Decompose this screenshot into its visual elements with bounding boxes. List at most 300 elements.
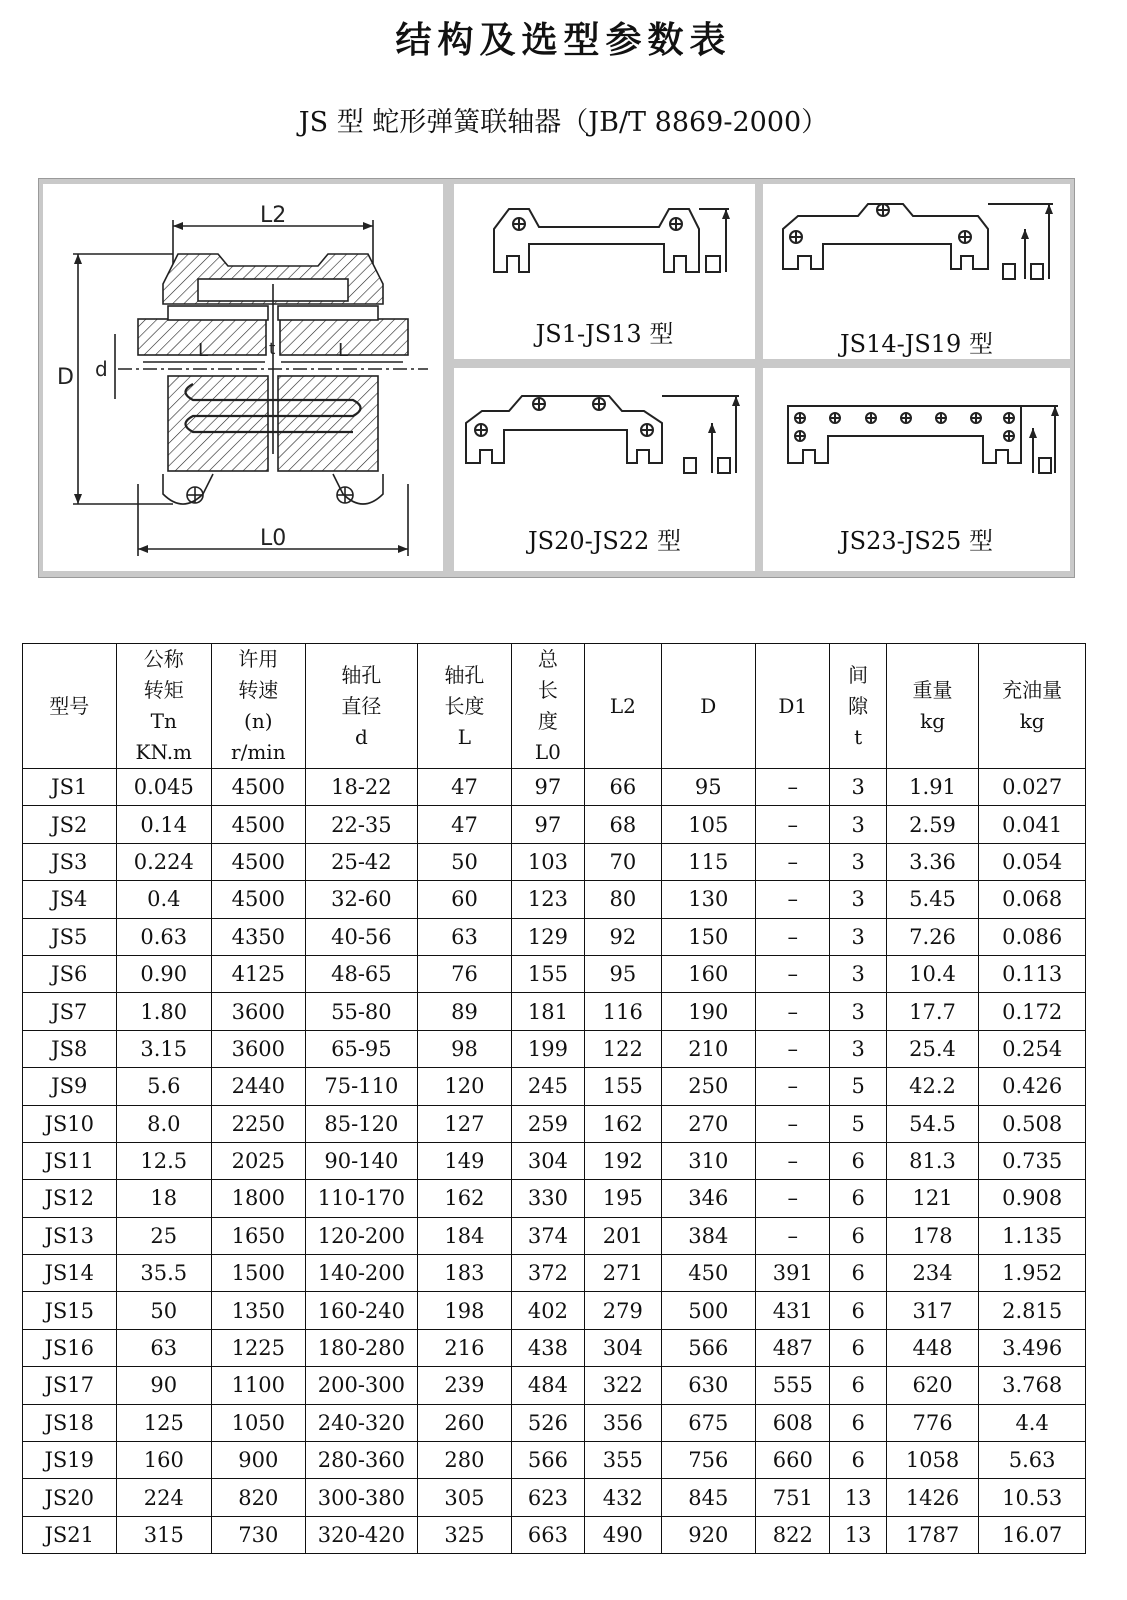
table-cell: 13 xyxy=(830,1516,886,1553)
table-cell: 391 xyxy=(756,1255,830,1292)
table-cell: 2025 xyxy=(212,1142,306,1179)
table-cell: – xyxy=(756,1217,830,1254)
table-cell: 65-95 xyxy=(305,1030,418,1067)
coupling-section-svg xyxy=(43,184,443,571)
table-cell: – xyxy=(756,1105,830,1142)
table-cell: 60 xyxy=(418,881,512,918)
table-cell: 6 xyxy=(830,1180,886,1217)
table-cell: 63 xyxy=(418,918,512,955)
table-cell: 127 xyxy=(418,1105,512,1142)
table-cell: 47 xyxy=(418,769,512,806)
table-cell: 50 xyxy=(418,843,512,880)
table-cell: 160 xyxy=(116,1442,212,1479)
table-cell: 325 xyxy=(418,1516,512,1553)
table-cell: 80 xyxy=(585,881,661,918)
table-row xyxy=(23,1404,1086,1441)
column-header-line: 转速 xyxy=(238,678,279,702)
table-cell: 5 xyxy=(830,1068,886,1105)
table-cell: – xyxy=(756,955,830,992)
table-cell: 402 xyxy=(511,1292,584,1329)
table-cell: – xyxy=(756,769,830,806)
table-cell: 75-110 xyxy=(305,1068,418,1105)
table-cell: 270 xyxy=(661,1105,756,1142)
table-cell: 0.426 xyxy=(979,1068,1086,1105)
panel-label-js20-js22: JS20-JS22 型 xyxy=(528,527,681,555)
table-cell: 1.91 xyxy=(886,769,979,806)
table-cell: 224 xyxy=(116,1479,212,1516)
table-cell: 0.254 xyxy=(979,1030,1086,1067)
table-cell: – xyxy=(756,1142,830,1179)
table-cell: 3 xyxy=(830,806,886,843)
column-header-line: KN.m xyxy=(135,740,193,764)
table-cell: 66 xyxy=(585,769,661,806)
column-header xyxy=(116,644,212,769)
table-cell: 0.735 xyxy=(979,1142,1086,1179)
table-cell: 120-200 xyxy=(305,1217,418,1254)
panel-label-js1-js13: JS1-JS13 型 xyxy=(535,320,674,348)
column-header-line: r/min xyxy=(231,740,286,764)
model-cell: JS2 xyxy=(23,806,117,843)
selection-parameter-table xyxy=(22,643,1086,1554)
table-cell: 17.7 xyxy=(886,993,979,1030)
table-cell: 6 xyxy=(830,1255,886,1292)
table-cell: 129 xyxy=(511,918,584,955)
table-cell: 0.508 xyxy=(979,1105,1086,1142)
model-cell: JS14 xyxy=(23,1255,117,1292)
table-cell: 216 xyxy=(418,1329,512,1366)
table-cell: 5.45 xyxy=(886,881,979,918)
model-cell: JS18 xyxy=(23,1404,117,1441)
column-header xyxy=(23,644,117,769)
column-header-line: L2 xyxy=(609,693,636,718)
table-cell: 199 xyxy=(511,1030,584,1067)
table-cell: 200-300 xyxy=(305,1367,418,1404)
table-cell: 5.6 xyxy=(116,1068,212,1105)
column-header xyxy=(979,644,1086,769)
table-cell: 234 xyxy=(886,1255,979,1292)
table-cell: – xyxy=(756,918,830,955)
table-cell: 330 xyxy=(511,1180,584,1217)
column-header xyxy=(511,644,584,769)
table-cell: 160 xyxy=(661,955,756,992)
table-cell: 623 xyxy=(511,1479,584,1516)
model-cell: JS17 xyxy=(23,1367,117,1404)
column-header-line: 公称 xyxy=(143,647,184,671)
table-cell: 4500 xyxy=(212,843,306,880)
model-cell: JS15 xyxy=(23,1292,117,1329)
table-cell: 776 xyxy=(886,1404,979,1441)
panel-label-js23-js25: JS23-JS25 型 xyxy=(840,527,993,555)
table-cell: 3 xyxy=(830,918,886,955)
table-row xyxy=(23,918,1086,955)
table-cell: 271 xyxy=(585,1255,661,1292)
table-cell: 490 xyxy=(585,1516,661,1553)
page-subtitle: JS 型 蛇形弹簧联轴器（JB/T 8869-2000） xyxy=(298,107,829,138)
table-cell: 90-140 xyxy=(305,1142,418,1179)
model-cell: JS3 xyxy=(23,843,117,880)
table-cell: 900 xyxy=(212,1442,306,1479)
table-cell: 103 xyxy=(511,843,584,880)
table-cell: 6 xyxy=(830,1404,886,1441)
table-cell: 0.90 xyxy=(116,955,212,992)
table-cell: – xyxy=(756,993,830,1030)
table-cell: 1100 xyxy=(212,1367,306,1404)
column-header xyxy=(756,644,830,769)
table-cell: 1500 xyxy=(212,1255,306,1292)
column-header-line: 长度 xyxy=(444,693,485,718)
table-cell: 5.63 xyxy=(979,1442,1086,1479)
table-cell: 259 xyxy=(511,1105,584,1142)
table-cell: 85-120 xyxy=(305,1105,418,1142)
dim-d-outer-label: D xyxy=(57,365,74,390)
table-cell: 6 xyxy=(830,1292,886,1329)
model-cell: JS6 xyxy=(23,955,117,992)
table-cell: – xyxy=(756,1068,830,1105)
column-header-line: 直径 xyxy=(341,693,382,718)
table-cell: 260 xyxy=(418,1404,512,1441)
table-row xyxy=(23,1142,1086,1179)
table-cell: 97 xyxy=(511,769,584,806)
table-cell: 663 xyxy=(511,1516,584,1553)
table-cell: 300-380 xyxy=(305,1479,418,1516)
column-header-line: 充油量 xyxy=(1002,678,1063,702)
column-header-line: L xyxy=(457,724,472,749)
table-cell: 155 xyxy=(585,1068,661,1105)
table-cell: 317 xyxy=(886,1292,979,1329)
table-cell: 384 xyxy=(661,1217,756,1254)
column-header-line: t xyxy=(854,724,863,749)
table-cell: 120 xyxy=(418,1068,512,1105)
model-cell: JS12 xyxy=(23,1180,117,1217)
table-row xyxy=(23,1442,1086,1479)
table-body xyxy=(23,769,1086,1554)
model-cell: JS16 xyxy=(23,1329,117,1366)
table-cell: 4500 xyxy=(212,881,306,918)
table-header-row xyxy=(23,644,1086,769)
table-cell: 25.4 xyxy=(886,1030,979,1067)
table-cell: 245 xyxy=(511,1068,584,1105)
table-cell: 555 xyxy=(756,1367,830,1404)
column-header xyxy=(418,644,512,769)
table-cell: 10.4 xyxy=(886,955,979,992)
table-cell: 820 xyxy=(212,1479,306,1516)
table-cell: 304 xyxy=(585,1329,661,1366)
cover-js20-js22-svg xyxy=(454,368,755,508)
table-cell: 240-320 xyxy=(305,1404,418,1441)
column-header-line: L0 xyxy=(534,740,561,764)
table-cell: 304 xyxy=(511,1142,584,1179)
table-cell: 4350 xyxy=(212,918,306,955)
table-cell: 81.3 xyxy=(886,1142,979,1179)
dim-t-label: t xyxy=(269,339,276,358)
table-cell: 180-280 xyxy=(305,1329,418,1366)
model-cell: JS21 xyxy=(23,1516,117,1553)
model-cell: JS4 xyxy=(23,881,117,918)
table-row xyxy=(23,1367,1086,1404)
table-cell: 6 xyxy=(830,1217,886,1254)
table-cell: 0.63 xyxy=(116,918,212,955)
table-cell: 115 xyxy=(661,843,756,880)
column-header-line: 转矩 xyxy=(143,678,184,702)
table-row xyxy=(23,806,1086,843)
table-cell: 35.5 xyxy=(116,1255,212,1292)
table-cell: 1350 xyxy=(212,1292,306,1329)
table-cell: 121 xyxy=(886,1180,979,1217)
column-header-line: 重量 xyxy=(912,678,953,702)
cover-js14-js19-svg xyxy=(763,184,1070,314)
table-row xyxy=(23,1068,1086,1105)
table-cell: 6 xyxy=(830,1329,886,1366)
table-cell: 356 xyxy=(585,1404,661,1441)
table-row xyxy=(23,1479,1086,1516)
column-header-line: 总 xyxy=(537,647,558,671)
table-cell: 315 xyxy=(116,1516,212,1553)
table-cell: 0.14 xyxy=(116,806,212,843)
cover-profile-js1-js13 xyxy=(454,184,755,359)
table-cell: 374 xyxy=(511,1217,584,1254)
table-cell: 47 xyxy=(418,806,512,843)
table-cell: 3 xyxy=(830,1030,886,1067)
table-row xyxy=(23,769,1086,806)
table-cell: 487 xyxy=(756,1329,830,1366)
table-cell: 608 xyxy=(756,1404,830,1441)
table-cell: 183 xyxy=(418,1255,512,1292)
column-header-line: 轴孔 xyxy=(341,662,382,687)
table-cell: 4125 xyxy=(212,955,306,992)
table-cell: 4.4 xyxy=(979,1404,1086,1441)
table-cell: 12.5 xyxy=(116,1142,212,1179)
column-header-line: kg xyxy=(920,709,945,733)
table-cell: 122 xyxy=(585,1030,661,1067)
table-cell: 184 xyxy=(418,1217,512,1254)
column-header-line: 许用 xyxy=(238,647,279,671)
table-cell: 3.15 xyxy=(116,1030,212,1067)
table-cell: 845 xyxy=(661,1479,756,1516)
table-cell: 1426 xyxy=(886,1479,979,1516)
table-cell: 822 xyxy=(756,1516,830,1553)
table-cell: 13 xyxy=(830,1479,886,1516)
column-header xyxy=(212,644,306,769)
table-cell: 280 xyxy=(418,1442,512,1479)
column-header xyxy=(585,644,661,769)
table-cell: 210 xyxy=(661,1030,756,1067)
column-header-line: 间 xyxy=(848,662,869,687)
table-cell: 751 xyxy=(756,1479,830,1516)
table-row xyxy=(23,881,1086,918)
table-cell: 95 xyxy=(585,955,661,992)
table-cell: 756 xyxy=(661,1442,756,1479)
table-cell: 3 xyxy=(830,955,886,992)
cover-profile-js14-js19 xyxy=(763,184,1070,359)
table-cell: 150 xyxy=(661,918,756,955)
table-cell: 181 xyxy=(511,993,584,1030)
table-cell: 190 xyxy=(661,993,756,1030)
table-cell: 279 xyxy=(585,1292,661,1329)
table-cell: 1225 xyxy=(212,1329,306,1366)
table-cell: – xyxy=(756,1030,830,1067)
table-cell: 526 xyxy=(511,1404,584,1441)
cover-profile-js20-js22 xyxy=(454,368,755,571)
table-cell: 54.5 xyxy=(886,1105,979,1142)
table-cell: 48-65 xyxy=(305,955,418,992)
table-cell: 63 xyxy=(116,1329,212,1366)
dim-l-right-label: L xyxy=(338,340,349,361)
table-row xyxy=(23,1516,1086,1553)
table-cell: 201 xyxy=(585,1217,661,1254)
coupling-section-drawing xyxy=(43,184,443,571)
table-cell: 42.2 xyxy=(886,1068,979,1105)
table-cell: 4500 xyxy=(212,806,306,843)
table-cell: 310 xyxy=(661,1142,756,1179)
table-cell: 1650 xyxy=(212,1217,306,1254)
table-cell: 566 xyxy=(511,1442,584,1479)
column-header-line: 长 xyxy=(537,678,558,702)
table-cell: 55-80 xyxy=(305,993,418,1030)
table-cell: 1050 xyxy=(212,1404,306,1441)
table-cell: 95 xyxy=(661,769,756,806)
table-cell: 92 xyxy=(585,918,661,955)
model-cell: JS20 xyxy=(23,1479,117,1516)
panel-label-js14-js19: JS14-JS19 型 xyxy=(840,330,993,358)
table-cell: 97 xyxy=(511,806,584,843)
table-cell: 3 xyxy=(830,769,886,806)
table-cell: – xyxy=(756,843,830,880)
cover-profile-js23-js25 xyxy=(763,368,1070,571)
table-cell: 18-22 xyxy=(305,769,418,806)
column-header-line: 轴孔 xyxy=(444,662,485,687)
table-cell: 2.59 xyxy=(886,806,979,843)
table-cell: 630 xyxy=(661,1367,756,1404)
table-cell: 7.26 xyxy=(886,918,979,955)
model-cell: JS1 xyxy=(23,769,117,806)
cover-js1-js13-svg xyxy=(454,184,755,304)
table-cell: 920 xyxy=(661,1516,756,1553)
column-header xyxy=(305,644,418,769)
table-cell: 130 xyxy=(661,881,756,918)
table-row xyxy=(23,1255,1086,1292)
table-cell: 0.086 xyxy=(979,918,1086,955)
table-row xyxy=(23,1105,1086,1142)
model-cell: JS10 xyxy=(23,1105,117,1142)
table-cell: 500 xyxy=(661,1292,756,1329)
model-cell: JS11 xyxy=(23,1142,117,1179)
table-cell: 250 xyxy=(661,1068,756,1105)
table-cell: 149 xyxy=(418,1142,512,1179)
dim-l2-label: L2 xyxy=(260,203,287,228)
table-cell: 162 xyxy=(585,1105,661,1142)
column-header-line: 度 xyxy=(537,709,558,733)
table-cell: 1058 xyxy=(886,1442,979,1479)
table-cell: 3 xyxy=(830,881,886,918)
table-cell: 372 xyxy=(511,1255,584,1292)
column-header-line: (n) xyxy=(244,709,273,733)
table-row xyxy=(23,843,1086,880)
table-row xyxy=(23,1329,1086,1366)
table-cell: 0.054 xyxy=(979,843,1086,880)
column-header-line: D1 xyxy=(778,693,808,718)
model-cell: JS8 xyxy=(23,1030,117,1067)
table-cell: 192 xyxy=(585,1142,661,1179)
table-cell: 22-35 xyxy=(305,806,418,843)
dim-d-bore-label: d xyxy=(95,357,108,381)
table-cell: 116 xyxy=(585,993,661,1030)
table-cell: 0.041 xyxy=(979,806,1086,843)
table-cell: 70 xyxy=(585,843,661,880)
table-cell: 195 xyxy=(585,1180,661,1217)
table-cell: 50 xyxy=(116,1292,212,1329)
table-cell: 322 xyxy=(585,1367,661,1404)
table-cell: – xyxy=(756,1180,830,1217)
table-cell: 1800 xyxy=(212,1180,306,1217)
table-cell: 110-170 xyxy=(305,1180,418,1217)
table-cell: 239 xyxy=(418,1367,512,1404)
table-cell: – xyxy=(756,806,830,843)
dim-l-left-label: L xyxy=(198,340,209,361)
table-cell: 160-240 xyxy=(305,1292,418,1329)
table-cell: 6 xyxy=(830,1367,886,1404)
table-row xyxy=(23,1180,1086,1217)
table-cell: 675 xyxy=(661,1404,756,1441)
table-cell: 68 xyxy=(585,806,661,843)
table-cell: 0.908 xyxy=(979,1180,1086,1217)
model-cell: JS19 xyxy=(23,1442,117,1479)
model-cell: JS13 xyxy=(23,1217,117,1254)
table-cell: 6 xyxy=(830,1142,886,1179)
model-cell: JS5 xyxy=(23,918,117,955)
table-cell: 450 xyxy=(661,1255,756,1292)
table-cell: 18 xyxy=(116,1180,212,1217)
table-cell: 6 xyxy=(830,1442,886,1479)
column-header-line: 型号 xyxy=(49,693,90,718)
table-cell: 3 xyxy=(830,993,886,1030)
table-cell: 1787 xyxy=(886,1516,979,1553)
table-cell: 320-420 xyxy=(305,1516,418,1553)
table-cell: 1.80 xyxy=(116,993,212,1030)
table-cell: 2440 xyxy=(212,1068,306,1105)
cover-js23-js25-svg xyxy=(763,368,1070,508)
table-cell: 105 xyxy=(661,806,756,843)
table-cell: 3.496 xyxy=(979,1329,1086,1366)
table-cell: 566 xyxy=(661,1329,756,1366)
table-cell: 198 xyxy=(418,1292,512,1329)
table-cell: 25 xyxy=(116,1217,212,1254)
table-cell: 98 xyxy=(418,1030,512,1067)
table-cell: 32-60 xyxy=(305,881,418,918)
table-cell: 76 xyxy=(418,955,512,992)
table-cell: 3.36 xyxy=(886,843,979,880)
table-cell: 178 xyxy=(886,1217,979,1254)
table-cell: 448 xyxy=(886,1329,979,1366)
column-header xyxy=(830,644,886,769)
table-cell: 16.07 xyxy=(979,1516,1086,1553)
column-header-line: Tn xyxy=(150,709,177,733)
table-cell: 5 xyxy=(830,1105,886,1142)
table-cell: 660 xyxy=(756,1442,830,1479)
table-cell: 484 xyxy=(511,1367,584,1404)
table-cell: 140-200 xyxy=(305,1255,418,1292)
table-cell: 10.53 xyxy=(979,1479,1086,1516)
table-cell: 3600 xyxy=(212,1030,306,1067)
model-cell: JS7 xyxy=(23,993,117,1030)
table-cell: 0.172 xyxy=(979,993,1086,1030)
table-cell: 4500 xyxy=(212,769,306,806)
column-header-line: D xyxy=(700,693,717,718)
table-cell: 1.135 xyxy=(979,1217,1086,1254)
page-title: 结构及选型参数表 xyxy=(395,20,732,61)
column-header-line: kg xyxy=(1019,709,1045,733)
column-header-line: 隙 xyxy=(848,693,869,718)
table-cell: 8.0 xyxy=(116,1105,212,1142)
